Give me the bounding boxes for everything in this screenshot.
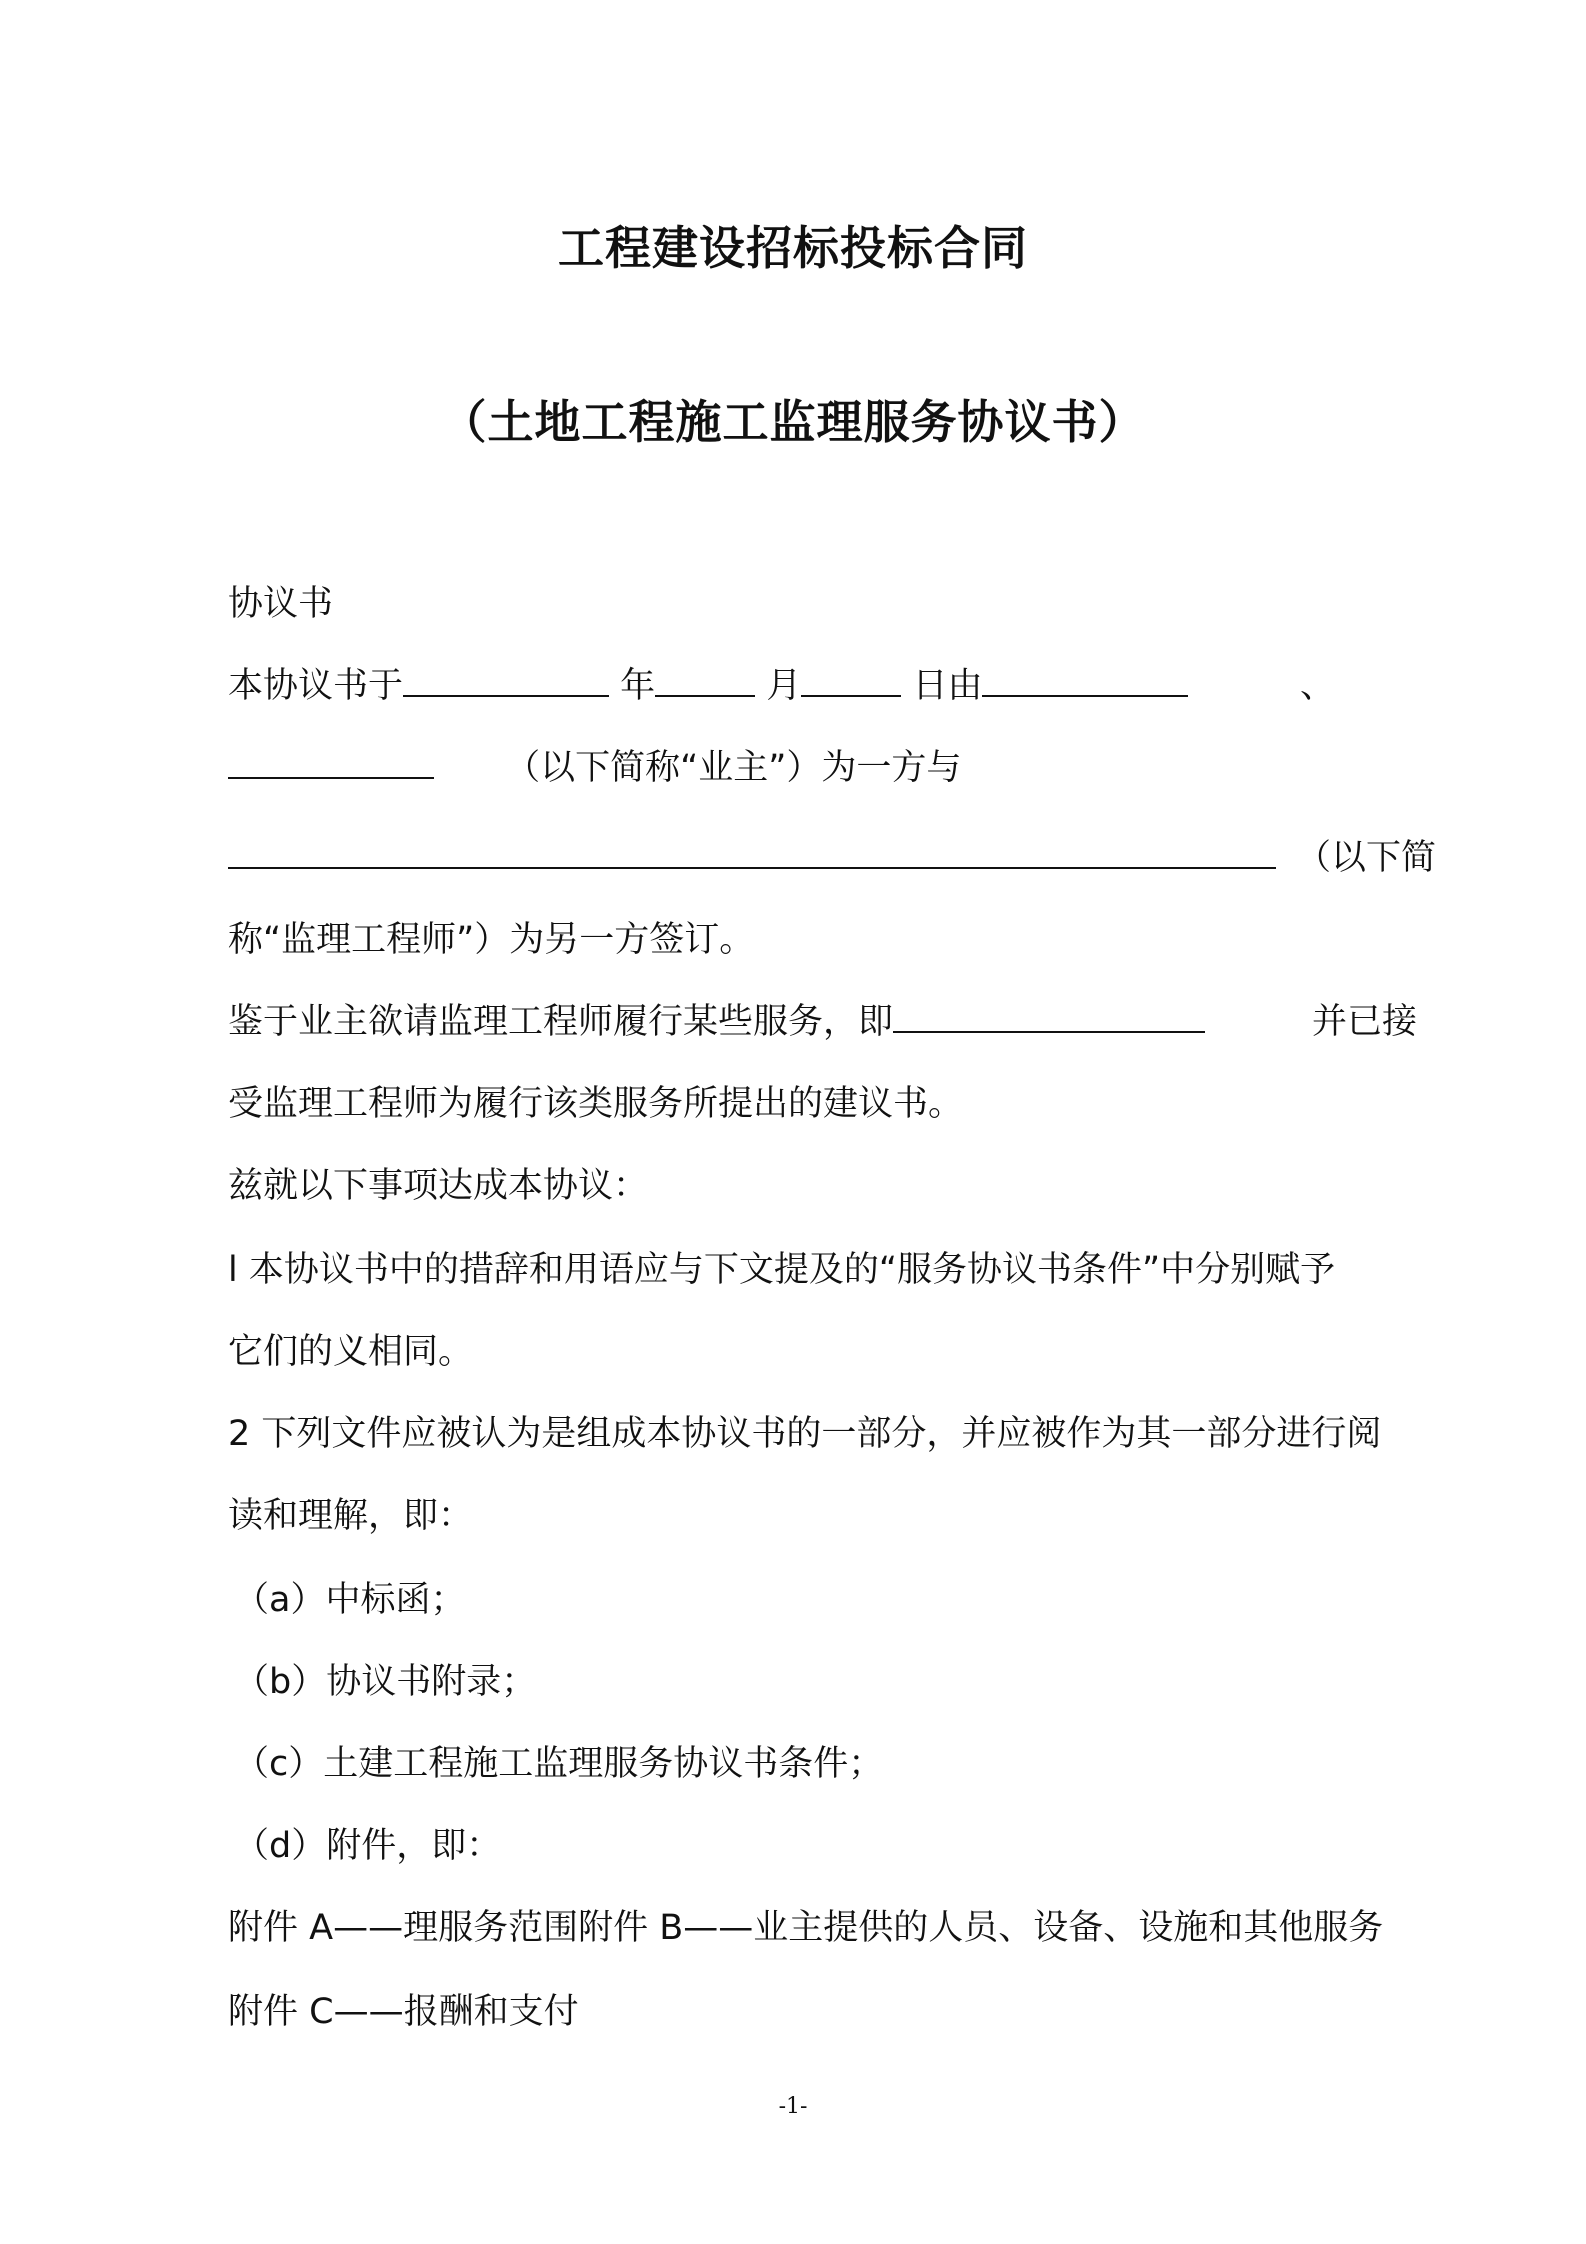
list-item-d: （d）附件，即： bbox=[234, 1826, 502, 1866]
para1-line3 bbox=[228, 836, 1276, 880]
para2-line2: 受监理工程师为履行该类服务所提出的建议书。 bbox=[228, 1084, 964, 1124]
date-blank-3 bbox=[801, 669, 901, 697]
clause2-line2: 读和理解，即： bbox=[228, 1496, 474, 1536]
list-item-a: （a）中标函； bbox=[234, 1580, 466, 1620]
clause2-line1: 2 下列文件应被认为是组成本协议书的一部分，并应被作为其一部分进行阅 bbox=[228, 1414, 1382, 1454]
para1-day-from: 日由 bbox=[912, 666, 983, 706]
annex-line1: 附件 A——理服务范围附件 B——业主提供的人员、设备、设施和其他服务 bbox=[228, 1908, 1384, 1948]
page-number: -1- bbox=[778, 2094, 808, 2119]
list-item-b: （b）协议书附录； bbox=[234, 1662, 537, 1702]
para2-suffix: 并已接 bbox=[1312, 1002, 1418, 1042]
party-blank-1 bbox=[982, 669, 1188, 697]
para1-month: 月 bbox=[766, 666, 802, 706]
annex-line2: 附件 C——报酬和支付 bbox=[228, 1992, 579, 2032]
para1-line1 bbox=[228, 664, 1188, 708]
para1-line2 bbox=[228, 746, 961, 790]
para2-line1 bbox=[228, 1000, 1205, 1044]
para1-comma: 、 bbox=[1300, 666, 1336, 706]
section-heading: 协议书 bbox=[228, 584, 334, 624]
document-title: 工程建设招标投标合同 bbox=[558, 221, 1028, 275]
para1-owner-note: （以下简称“业主”）为一方与 bbox=[505, 748, 962, 788]
date-blank-2 bbox=[655, 669, 755, 697]
para1-cont-note: （以下简 bbox=[1296, 838, 1437, 878]
para1-year: 年 bbox=[620, 666, 656, 706]
para1-line4: 称“监理工程师”）为另一方签订。 bbox=[228, 920, 755, 960]
supervisor-blank bbox=[228, 841, 1276, 869]
date-blank-1 bbox=[403, 669, 609, 697]
para1-prefix: 本协议书于 bbox=[228, 666, 404, 706]
document-subtitle: （土地工程施工监理服务协议书） bbox=[440, 395, 1146, 449]
service-blank bbox=[893, 1005, 1205, 1033]
party-blank-2 bbox=[228, 751, 434, 779]
clause1-line1: l 本协议书中的措辞和用语应与下文提及的“服务协议书条件”中分别赋予 bbox=[228, 1250, 1336, 1290]
agreement-intro: 兹就以下事项达成本协议： bbox=[228, 1166, 649, 1206]
list-item-c: （c）土建工程施工监理服务协议书条件； bbox=[234, 1744, 884, 1784]
clause1-line2: 它们的义相同。 bbox=[228, 1332, 474, 1372]
para2-prefix: 鉴于业主欲请监理工程师履行某些服务，即 bbox=[228, 1002, 894, 1042]
